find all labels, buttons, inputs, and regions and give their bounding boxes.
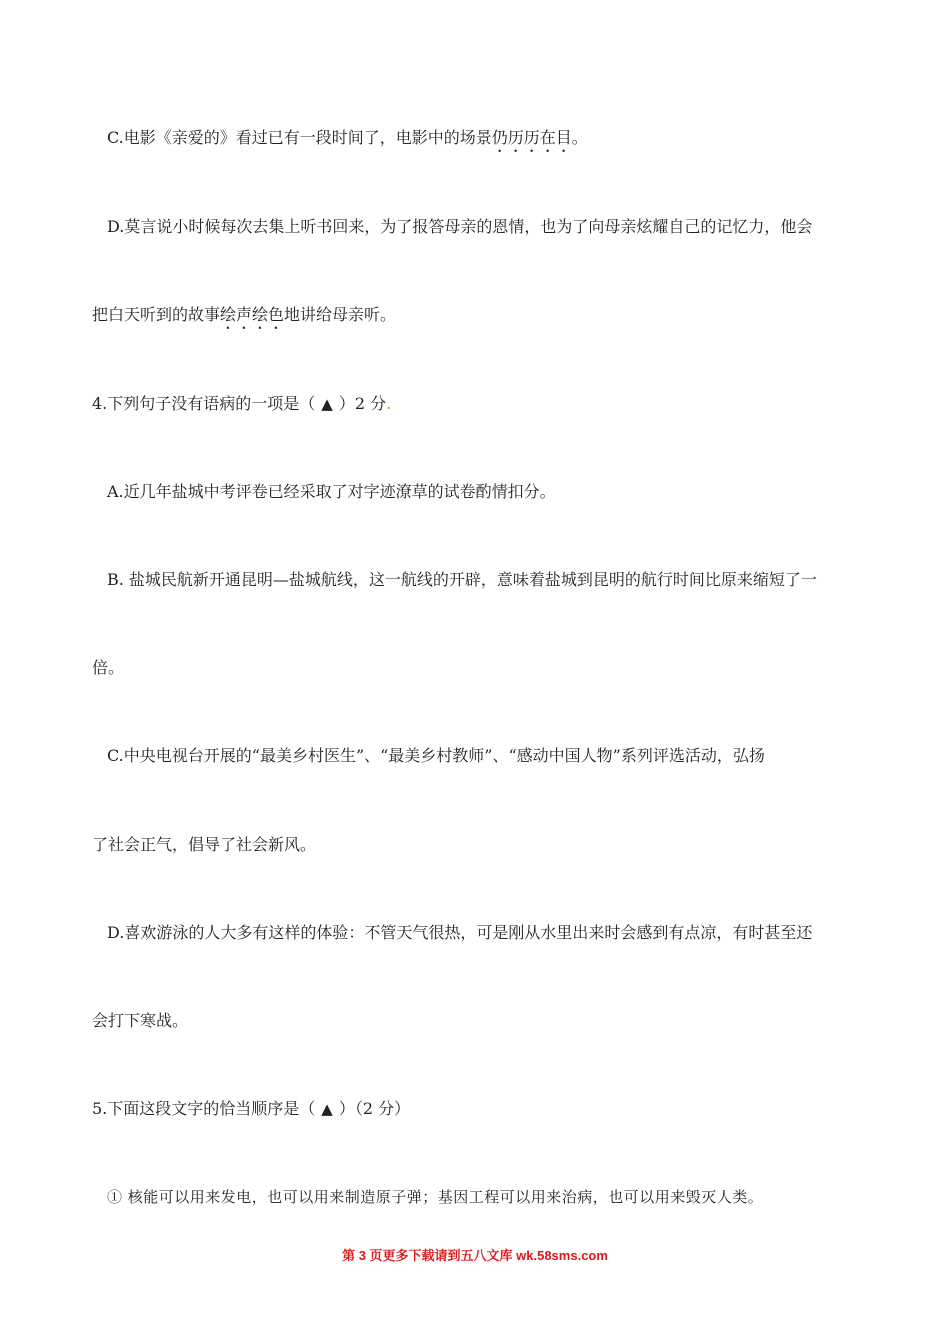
q4-option-b-line1: B. 盐城民航新开通昆明—盐城航线，这一航线的开辟，意味着盐城到昆明的航行时间比原来缩短了一 (107, 570, 817, 589)
q3-option-d-line2 (92, 305, 396, 333)
q4-stem-dot: . (386, 394, 392, 413)
q3-option-c-prefix: C.电影《亲爱的》看过已有一段时间了，电影中的场景 (107, 128, 492, 147)
q4-option-d-line1: D.喜欢游泳的人大多有这样的体验：不管天气很热，可是刚从水里出来时会感到有点凉，有时甚至还 (107, 923, 813, 942)
q4-option-c-line2: 了社会正气，倡导了社会新风。 (92, 835, 317, 854)
q3-option-d-line1: D.莫言说小时候每次去集上听书回来，为了报答母亲的恩情，也为了向母亲炫耀自己的记忆力，他会 (107, 217, 813, 236)
page-footer-link[interactable]: 第 3 页更多下载请到五八文库 wk.58sms.com (342, 1248, 608, 1263)
q3-option-c-marked-phrase: 仍历历在目 (491, 128, 572, 147)
q3-option-c-suffix: 。 (571, 128, 588, 147)
q4-option-a: A.近几年盐城中考评卷已经采取了对字迹潦草的试卷酌情扣分。 (107, 482, 556, 501)
answer-blank-triangle-icon: ▲ (321, 395, 333, 413)
answer-blank-triangle-icon: ▲ (321, 1100, 333, 1118)
q3-option-d-marked-phrase: 绘声绘色 (220, 305, 285, 324)
q4-option-c-line1: C.中央电视台开展的“最美乡村医生”、“最美乡村教师”、“感动中国人物”系列评选活动，弘扬 (107, 746, 765, 765)
q4-stem-suffix: ）2 分 (338, 394, 387, 413)
q5-item-1: ① 核能可以用来发电，也可以用来制造原子弹；基因工程可以用来治病，也可以用来毁灭人类。 (107, 1188, 764, 1206)
q5-stem (92, 1099, 410, 1119)
q4-stem (92, 394, 391, 414)
q5-stem-prefix: 5.下面这段文字的恰当顺序是（ (92, 1099, 316, 1118)
q4-stem-prefix: 4.下列句子没有语病的一项是（ (92, 394, 316, 413)
q5-stem-suffix: ）（2 分） (338, 1099, 411, 1118)
q3-option-d-suffix: 地讲给母亲听。 (284, 305, 397, 324)
q3-option-c (107, 128, 588, 156)
q4-option-b-line2: 倍。 (92, 658, 125, 677)
q3-option-d-prefix: 把白天听到的故事 (92, 305, 221, 324)
q4-option-d-line2: 会打下寒战。 (92, 1011, 189, 1030)
